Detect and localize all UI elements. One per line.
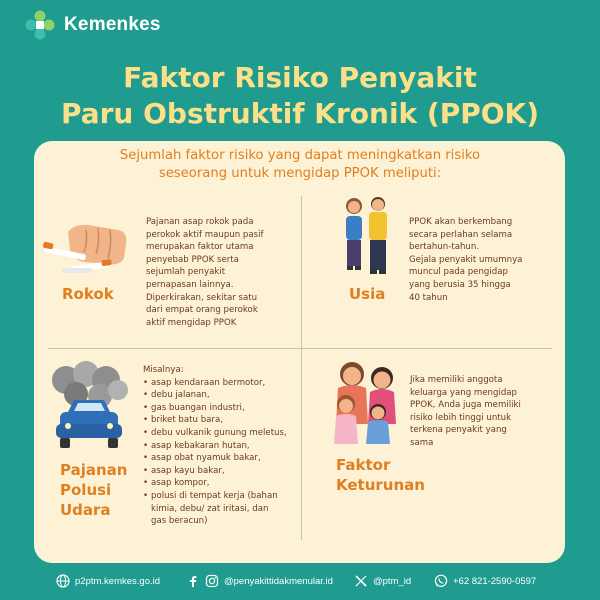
footer-social[interactable] — [186, 574, 333, 588]
intro-text — [0, 147, 600, 183]
title-line-1: Faktor Risiko Penyakit — [123, 61, 477, 94]
title-line-2: Paru Obstruktif Kronik (PPOK) — [60, 97, 540, 130]
footer-website[interactable] — [56, 574, 160, 588]
x-logo-icon — [354, 574, 368, 588]
footer — [0, 568, 600, 594]
text-keturunan: Jika memiliki anggota keluarga yang mengidap PPOK, Anda juga memiliki risiko lebih tinggi untuk terkena penyakit yang sama — [410, 375, 521, 448]
intro-line-2: seseorang untuk mengidap PPOK meliputi: — [158, 166, 442, 181]
text-usia: PPOK akan berkembang secara perlahan selama bertahun-tahun. Gejala penyakit umumnya muncul pada pengidap yang berusia 35 hingga 40 tahun — [409, 217, 523, 303]
list-item: • asap kendaraan bermotor, — [143, 377, 303, 390]
instagram-icon — [205, 574, 219, 588]
list-item: • gas buangan industri, — [143, 402, 303, 415]
horizontal-divider — [48, 348, 552, 349]
website-text: p2ptm.kemkes.go.id — [75, 575, 161, 587]
page-title — [0, 60, 600, 132]
label-usia: Usia — [349, 285, 386, 303]
family-icon — [324, 354, 408, 450]
brand-name: Kemenkes — [64, 14, 161, 35]
car-exhaust-icon — [46, 360, 132, 456]
elderly-couple-icon — [338, 192, 398, 280]
kemenkes-logo-icon — [24, 9, 56, 41]
phone-text: +62 821-2590-0597 — [453, 575, 537, 587]
label-keturunan: Faktor Keturunan — [336, 456, 425, 494]
kemenkes-logo — [24, 10, 161, 40]
facebook-icon — [186, 574, 200, 588]
list-item: • asap kebakaran hutan, — [143, 440, 303, 453]
intro-line-1: Sejumlah faktor risiko yang dapat meningkatkan risiko — [119, 148, 481, 163]
globe-icon — [56, 574, 70, 588]
list-item: • briket batu bara, — [143, 414, 303, 427]
whatsapp-icon — [434, 574, 448, 588]
list-item: • asap obat nyamuk bakar, — [143, 452, 303, 465]
text-rokok: Pajanan asap rokok pada perokok aktif maupun pasif merupakan faktor utama penyebab PPOK serta sejumlah penyakit pernapasan lainnya. Diperkirakan, sekitar satu dari empat orang perokok aktif mengidap PPOK — [146, 217, 264, 328]
footer-x[interactable] — [354, 574, 411, 588]
social-text: @penyakittidakmenular.id — [224, 575, 333, 587]
list-item: • asap kompor, — [143, 477, 303, 490]
cigarette-hand-icon — [40, 218, 132, 278]
list-item: • asap kayu bakar, — [143, 465, 303, 478]
list-item: • debu vulkanik gunung meletus, — [143, 427, 303, 440]
label-polusi: Pajanan Polusi Udara — [60, 461, 128, 519]
x-handle-text: @ptm_id — [373, 575, 412, 587]
list-item: • polusi di tempat kerja (bahan — [143, 490, 303, 503]
polusi-list — [143, 377, 303, 503]
label-rokok: Rokok — [62, 285, 114, 303]
footer-phone[interactable] — [434, 574, 536, 588]
list-item: • debu jalanan, — [143, 389, 303, 402]
text-polusi: Misalnya: • asap kendaraan bermotor, • debu jalanan, • gas buangan industri, • briket batu bara, • debu vulkanik gunung meletus, • asap kebakaran hutan, • asap obat nyamuk bakar, • asap kayu bakar, • asap kompor, • polusi di tempat kerja (bahan kimia, debu/ zat iritasi, dan gas beracun) — [143, 364, 303, 528]
